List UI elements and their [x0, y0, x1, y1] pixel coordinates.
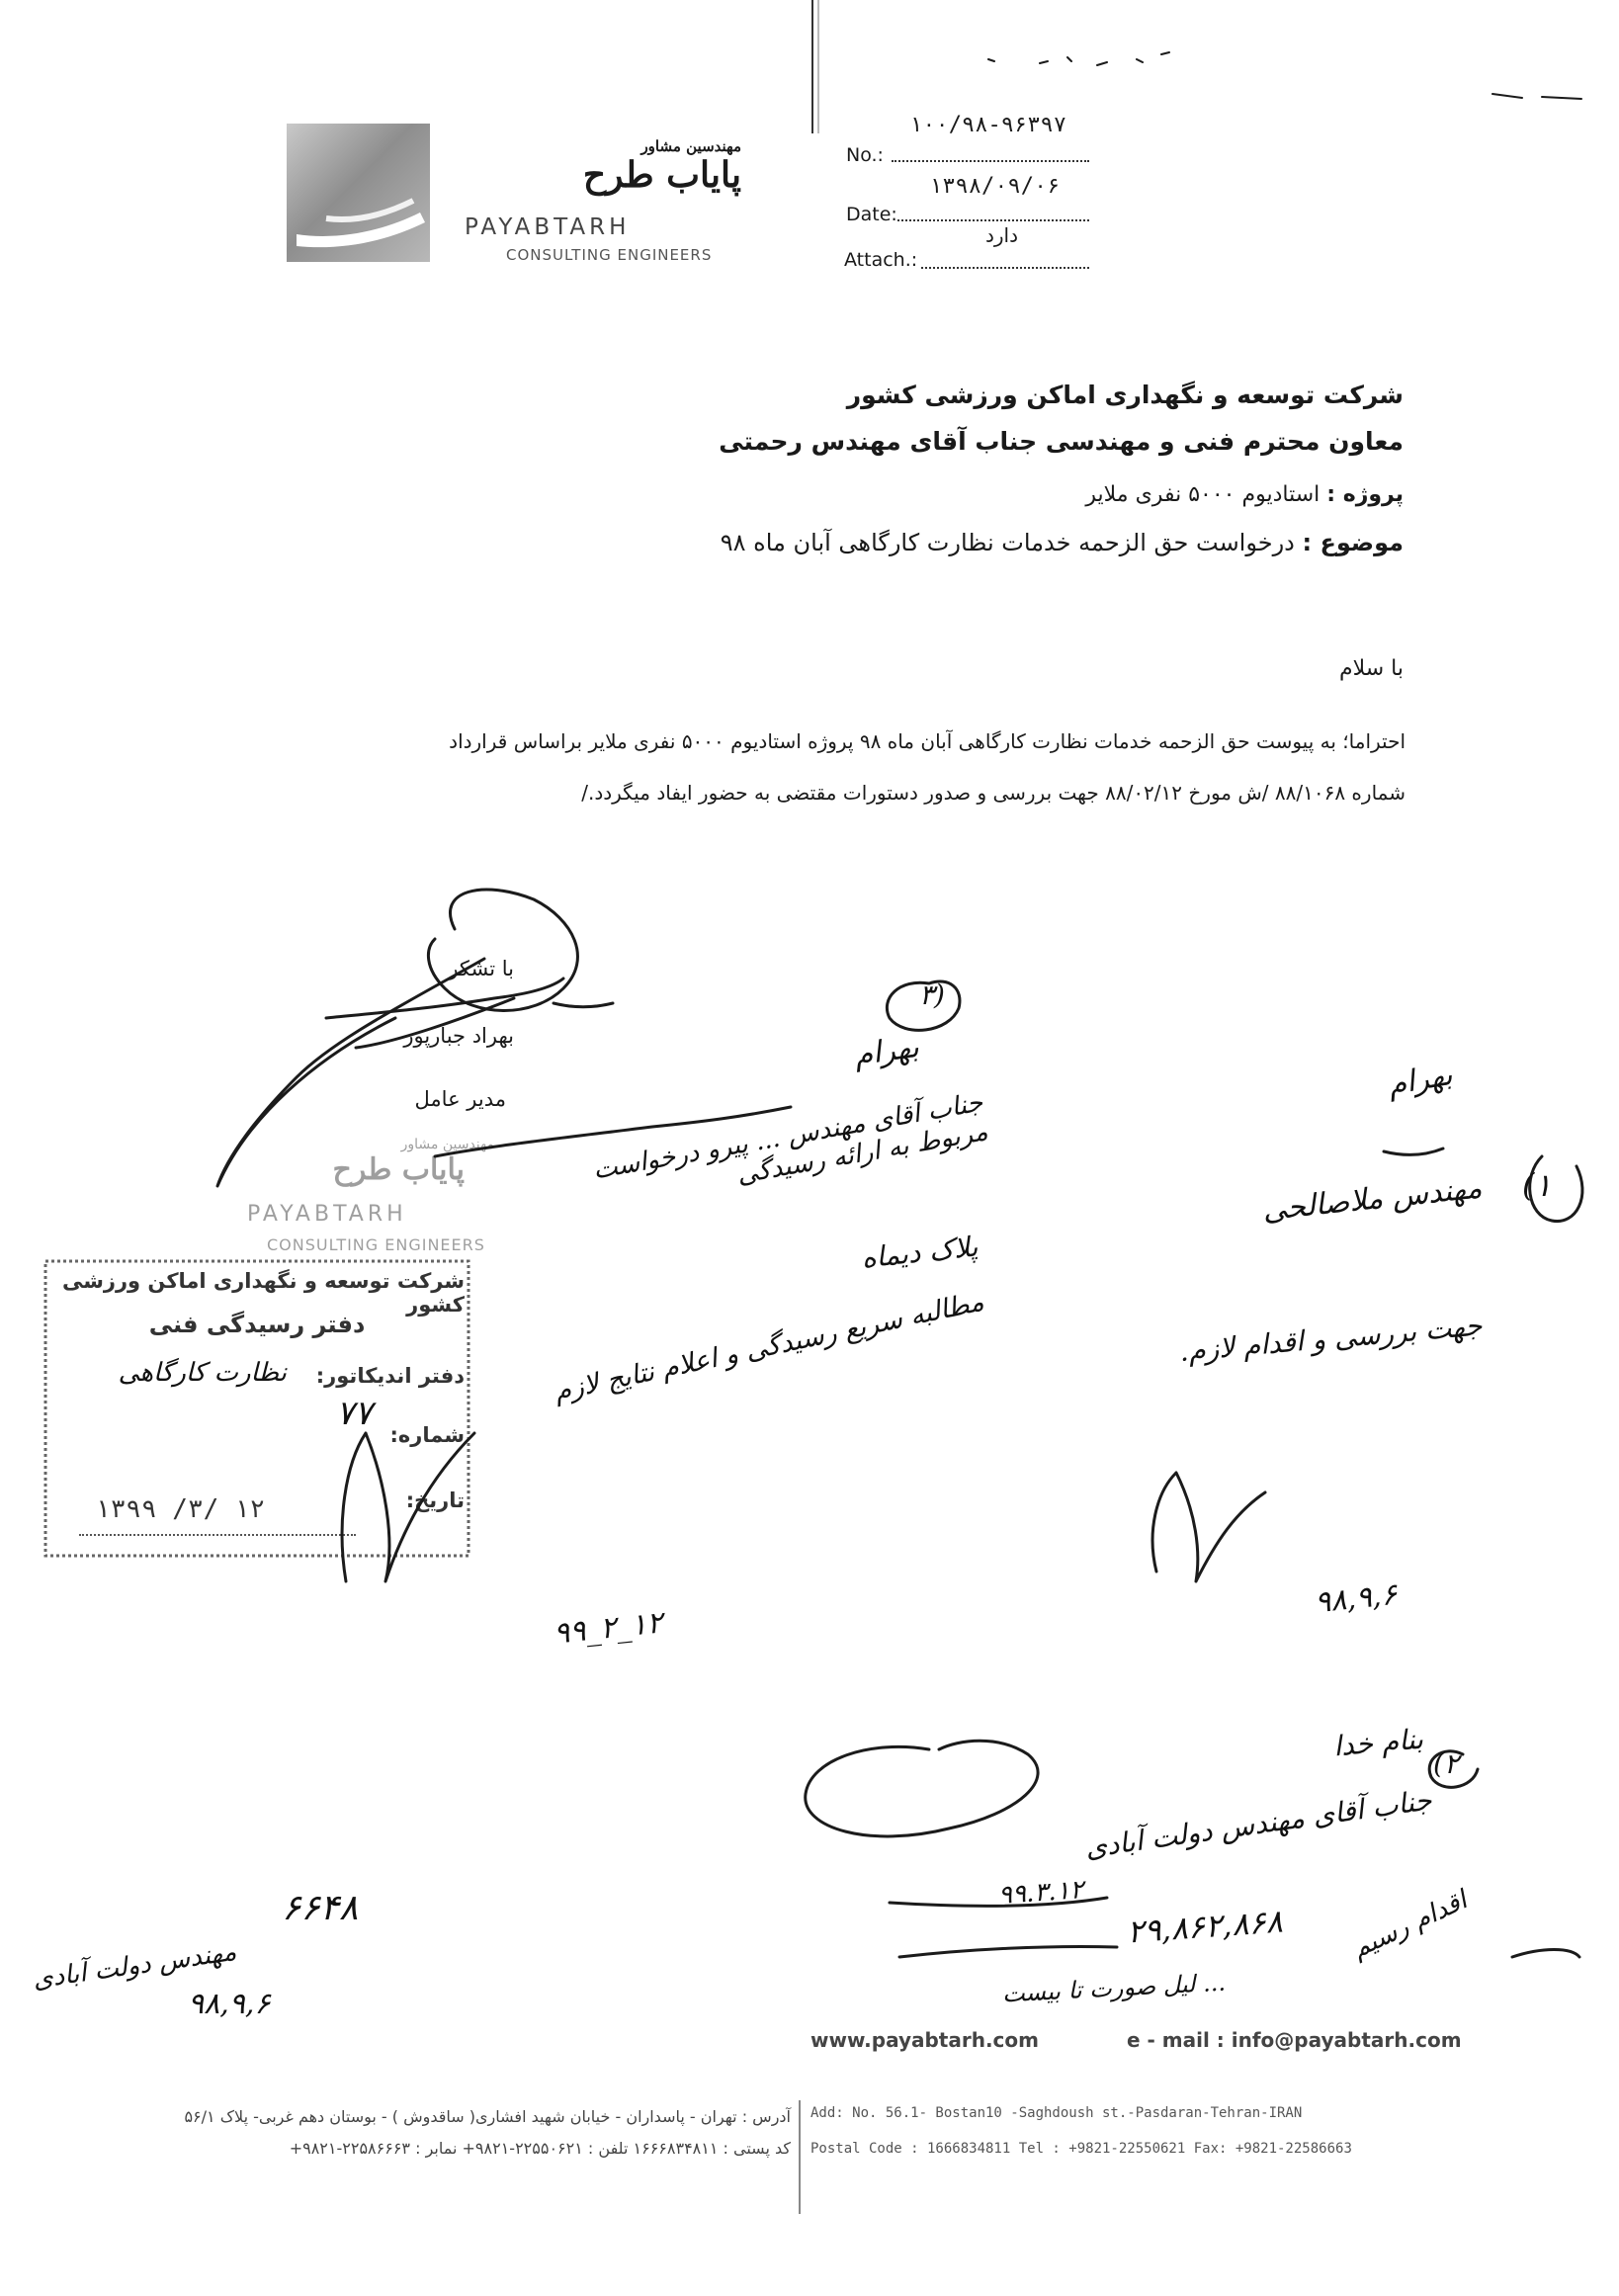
- no-value: ۱۰۰/۹۸-۹۶۳۹۷: [909, 113, 1066, 137]
- attach-dots: [921, 267, 1089, 269]
- footer-address-en: Add: No. 56.1- Bostan10 -Saghdoush st.-Pasdaran-Tehran-IRAN: [810, 2105, 1303, 2121]
- signature-title: مدیر عامل: [414, 1087, 506, 1111]
- footer-email: e - mail : info@payabtarh.com: [1127, 2028, 1462, 2052]
- project-label: پروژه :: [1326, 482, 1404, 507]
- subject-label: موضوع :: [1302, 529, 1404, 556]
- company-logo: [287, 124, 781, 272]
- stamp-fa-large: پایاب طرح: [332, 1152, 465, 1187]
- logo-fa-small: مهندسین مشاور: [640, 137, 741, 155]
- annotation-3-heading: بهرام: [851, 1029, 921, 1073]
- project-line: [593, 482, 1404, 507]
- annotation-1-date: ۹۸,۹,۶: [1313, 1576, 1400, 1621]
- body-line2: شماره ۸۸/۱۰۶۸ /ش مورخ ۸۸/۰۲/۱۲ جهت بررسی و صدور دستورات مقتضی به حضور ایفاد میگردد./: [581, 781, 1406, 805]
- annotation-2-heading: بنام خدا: [1331, 1722, 1425, 1763]
- attach-label: Attach.:: [844, 249, 918, 271]
- signature-name: بهراد جبارپور: [403, 1024, 514, 1048]
- annotation-2-amount: ۲۹,۸۶۲,۸۶۸: [1125, 1902, 1284, 1951]
- left-note-number: ۶۶۴۸: [282, 1888, 359, 1928]
- annotation-2-date: ۹۹.۳.۱۲: [997, 1875, 1085, 1911]
- left-note-line: مهندس دولت آبادی: [31, 1936, 239, 1996]
- annotation-2-line1: جناب آقای مهندس دولت آبادی: [1082, 1783, 1434, 1865]
- receipt-indicator-hand: نظارت کارگاهی: [118, 1358, 287, 1388]
- footer-postal-fa: کد پستی : ۱۶۶۶۸۳۴۸۱۱ تلفن : ۲۲۵۵۰۶۲۱-۹۸۲۱+ نمابر : ۲۲۵۸۶۶۶۳-۹۸۲۱+: [289, 2139, 791, 2158]
- annotation-2-num: (۲: [1433, 1747, 1459, 1780]
- receipt-date-value: ۱۳۹۹ /۳/ ۱۲: [95, 1494, 266, 1524]
- annotation-3-line3: مطالبه سریع رسیدگی و اعلام نتایج لازم: [551, 1286, 987, 1407]
- footer-address-fa: آدرس : تهران - پاسداران - خیابان شهید افشاری( ساقدوش ) - بوستان دهم غربی- پلاک ۵۶/۱: [184, 2107, 791, 2126]
- scan-artifact-dots: [0, 0, 1619, 138]
- annotation-3-num: ۳): [919, 978, 945, 1011]
- receipt-stamp-line2: دفتر رسیدگی فنی: [148, 1311, 366, 1338]
- logo-en-name: PAYABTARH: [465, 214, 631, 240]
- no-label: No.:: [846, 144, 884, 166]
- annotation-2-line3: ... لیل صورت تا بیست: [1001, 1968, 1227, 2008]
- subject-value: درخواست حق الزحمه خدمات نظارت کارگاهی آبان ماه ۹۸: [720, 529, 1295, 556]
- annotation-3-ink: [326, 969, 1038, 1700]
- annotation-2-line2: اقدام رسیم: [1347, 1885, 1472, 1965]
- subject-line: [494, 529, 1404, 556]
- greeting: با سلام: [1338, 656, 1404, 681]
- receipt-stamp-line1: شرکت توسعه و نگهداری اماکن ورزشی کشور: [61, 1269, 465, 1317]
- receipt-indicator-label: دفتر اندیکاتور:: [315, 1364, 465, 1388]
- stamp-fa-small: مهندسین مشاور: [400, 1137, 494, 1152]
- signature-thanks: با تشکر: [448, 957, 514, 980]
- annotation-1-num: (۱: [1522, 1166, 1552, 1204]
- receipt-date-dots: [79, 1534, 356, 1536]
- receipt-date-label: تاریخ:: [405, 1488, 465, 1512]
- date-dots: [897, 219, 1089, 221]
- no-dots: [892, 160, 1089, 162]
- project-value: استادیوم ۵۰۰۰ نفری ملایر: [1085, 482, 1321, 507]
- addressee-line1: شرکت توسعه و نگهداری اماکن ورزشی کشور: [846, 381, 1404, 409]
- left-note-date: ۹۸,۹,۶: [188, 1987, 271, 2021]
- receipt-number-hand: ۷۷: [336, 1394, 373, 1433]
- stamp-en-sub: CONSULTING ENGINEERS: [267, 1235, 485, 1254]
- date-label: Date:: [846, 204, 897, 225]
- letter-meta: [840, 109, 1097, 277]
- body-line1: احتراما؛ به پیوست حق الزحمه خدمات نظارت کارگاهی آبان ماه ۹۸ پروژه استادیوم ۵۰۰۰ نفری ملایر براساس قرارداد: [449, 729, 1406, 753]
- annotation-3-date: ۹۹_۲_۱۲: [552, 1605, 665, 1652]
- stamp-en-name: PAYABTARH: [247, 1202, 407, 1227]
- logo-mark: [287, 124, 430, 262]
- date-value: ۱۳۹۸/۰۹/۰۶: [929, 174, 1061, 199]
- footer-postal-en: Postal Code : 1666834811 Tel : +9821-22550621 Fax: +9821-22586663: [810, 2141, 1352, 2157]
- receipt-number-label: شماره:: [389, 1423, 465, 1447]
- addressee-line2: معاون محترم فنی و مهندسی جناب آقای مهندس رحمتی: [719, 427, 1404, 456]
- annotation-1-heading: بهرام: [1385, 1057, 1456, 1103]
- footer-website: www.payabtarh.com: [810, 2028, 1039, 2052]
- footer-divider: [799, 2100, 801, 2214]
- attach-value: دارد: [984, 223, 1018, 247]
- logo-fa-large: پایاب طرح: [582, 154, 741, 196]
- annotation-1-line1: مهندس ملاصالحی: [1260, 1170, 1485, 1229]
- logo-en-sub: CONSULTING ENGINEERS: [506, 246, 713, 264]
- annotation-3-line1: جناب آقای مهندس ... پیرو درخواست مربوط به ارائه رسیدگی: [590, 1087, 990, 1191]
- annotation-3-line2: پلاک دیماه: [859, 1230, 980, 1275]
- annotation-1-line2: جهت بررسی و اقدام لازم.: [1177, 1309, 1484, 1369]
